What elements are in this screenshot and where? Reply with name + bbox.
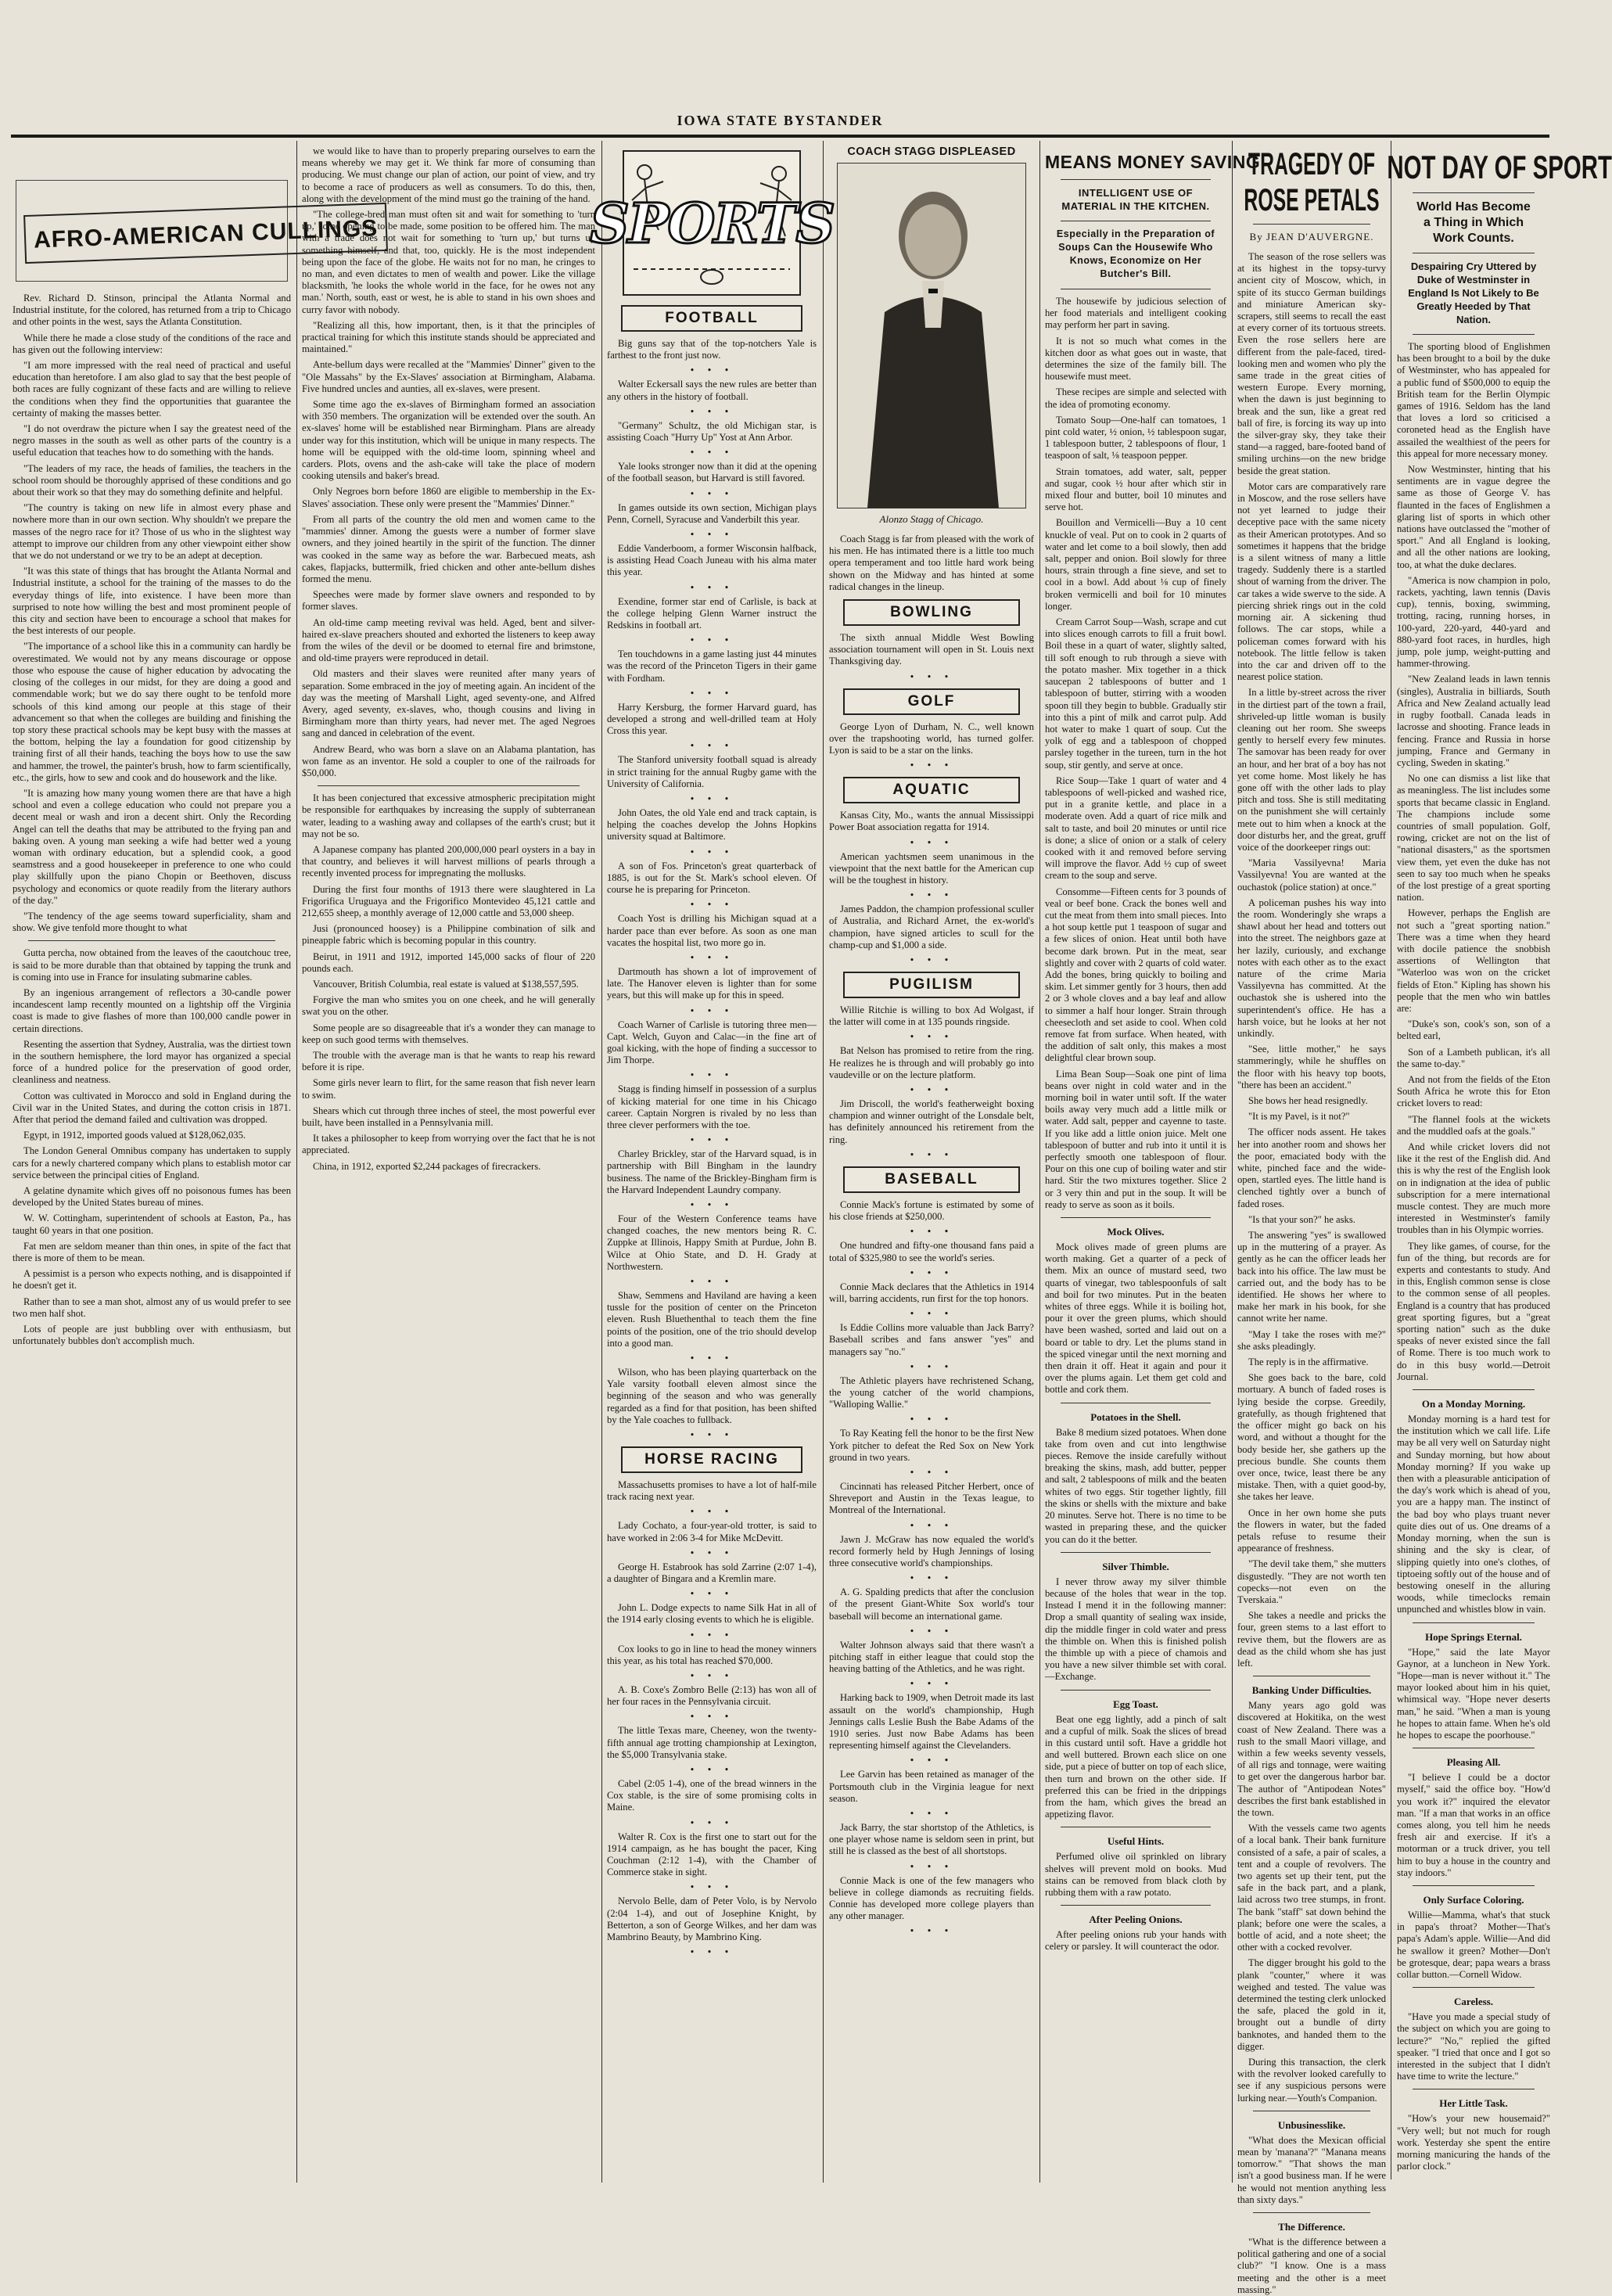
news-item: The London General Omnibus company has undertaken to supply cars for a newly chartered company which plans to establish motor car service between the principal cities of England.: [13, 1145, 291, 1180]
sports-item: Lee Garvin has been retained as manager of the Portsmouth club in the Virginia league for next season.: [829, 1769, 1034, 1804]
sports-item: Connie Mack declares that the Athletics in 1914 will, barring accidents, run first for the top honors.: [829, 1281, 1034, 1304]
story-paragraph: She goes back to the bare, cold mortuary. A bunch of faded roses is lying beside the corpse. Greedily, gratefully, as though frightened that the officer might go back on his word, and without a thought for the body beside her, she gathers up the precious bundle. She counts them over once, twice, least there be any mistake. Then, with a quiet good-by, she takes her leave.: [1237, 1372, 1386, 1503]
news-item: Rather than to see a man shot, almost any of us would prefer to see two men half shot.: [13, 1295, 291, 1319]
subsection-text: Perfumed olive oil sprinkled on library shelves will prevent mold on books. Mud stains can be removed from black cloth by rubbing them with a raw potato.: [1045, 1851, 1226, 1898]
article-paragraph: "The country is taking on new life in almost every phase and nowhere more than in our own section. Why shouldn't we prepare the masses of the negro race for it? Those of us who in the slightest way attempt to improve our children from any other viewpoint either show that we do not understand or we try to be an adept at deception.: [13, 502, 291, 562]
subsection-text: After peeling onions rub your hands with celery or parsley. It will counteract the odor.: [1045, 1929, 1226, 1953]
item-separator: • • •: [909, 1309, 954, 1320]
section-heading: HORSE RACING: [621, 1446, 802, 1473]
sports-item: Walter Johnson always said that there wasn't a pitching staff in either league that could stop the heaving batting of the Athletics, and he was right.: [829, 1639, 1034, 1675]
story-paragraph: "It is my Pavel, is it not?": [1248, 1111, 1350, 1123]
item-separator: • • •: [909, 1414, 954, 1425]
sports-item: "Germany" Schultz, the old Michigan star, is assisting Coach "Hurry Up" Yost at Ann Arbor.: [607, 419, 817, 444]
cullings-heading-box: [16, 180, 379, 282]
article-paragraph: "Realizing all this, how important, then, is it that the principles of practical training for which this institute stands should be appreciated and maintained.": [302, 319, 595, 355]
sports-item: In games outside its own section, Michigan plays Penn, Cornell, Syracuse and Vanderbilt this year.: [607, 501, 817, 525]
article-paragraph: "The tendency of the age seems toward superficiality, sham and show. We give tenfold more thought to what: [13, 910, 291, 934]
tragedy-byline: By JEAN D'AUVERGNE.: [1249, 231, 1374, 243]
subsection-heading: Unbusinesslike.: [1277, 2118, 1346, 2131]
recipe-paragraph: The housewife by judicious selection of her food materials and intelligent cooking may perform her part in saving.: [1045, 296, 1226, 331]
recipe-paragraph: Bouillon and Vermicelli—Buy a 10 cent knuckle of veal. Put on to cook in 2 quarts of water and let come to a boil slowly, then add salt, pepper and onion. Boil slowly for three hours, strain through a fine sieve, and set to cool in a bowl. Add about ⅛ cup of finely broken vermicelli and boil for 10 minutes longer.: [1045, 517, 1226, 612]
tragedy-heading-line2: ROSE PETALS: [1244, 183, 1380, 217]
item-separator: • • •: [689, 846, 734, 857]
column-money-saving: [1045, 146, 1261, 2179]
item-separator: • • •: [689, 688, 734, 699]
section-divider: [1253, 2212, 1370, 2213]
subsection-text: Bake 8 medium sized potatoes. When done take from oven and cut into lengthwise pieces. Remove the inside carefully without breaking the skins, mash, add butter, pepper and salt, 2 tablespoons of milk and the beaten whites of two eggs. Stir together lightly, fill the skins or shells with the mixture and bake 20 minutes. Serve hot. There is no time to be wasted in preparing these, and the quicker you can do it the better.: [1045, 1426, 1226, 1545]
tragedy-article: [1237, 251, 1386, 2296]
sports-item: A. B. Coxe's Zombro Belle (2:13) has won all of her four races in the Pennsylvania circuit.: [607, 1684, 817, 1708]
news-item: It takes a philosopher to keep from worrying over the fact that he is not appreciated.: [302, 1133, 595, 1156]
recipe-paragraph: Rice Soup—Take 1 quart of water and 4 tablespoons of well-picked and washed rice, put in a granite kettle, and place in a moderate oven. Add a quart of rice milk and salt to taste, and boil 20 minutes or until rice is done; a slice of onion or a stalk of celery cooked with it and removed before serving will improve the flavor. Add ½ cup of sweet cream to the soup and serve.: [1045, 774, 1226, 882]
story-paragraph: "See, little mother," he says stammeringly, while he shuffles on the floor with his heavy top boots, "there has been an accident.": [1237, 1044, 1386, 1091]
article-paragraph: we would like to have than to properly preparing ourselves to earn the means whereby we may get it. We think far more of consuming than producing. We must change our plan of action, our point of view, and try to become a race of producers as well as consumers. To do this, then, along with the development of the mind must go the training of the hand.: [302, 146, 595, 204]
item-separator: • • •: [909, 1361, 954, 1372]
news-item: During the first four months of 1913 there were slaughtered in La Frigorifica Uruguaya and the Frigorifico Montevideo 45,121 cattle and 212,655 sheep, a monthly average of 12,000 cattle and 53,000 sheep.: [302, 883, 595, 918]
story-paragraph: The officer nods assent. He takes her into another room and shows her the poor, emaciated body with the white, pinched face and the wide-open, startled eyes. The little hand is clenched tightly over a bunch of faded roses.: [1237, 1126, 1386, 1209]
sports-item: Ten touchdowns in a game lasting just 44 minutes was the record of the Princeton Tigers in their game with Fordham.: [607, 649, 817, 684]
article-paragraph: Only Negroes born before 1860 are eligible to membership in the Ex-Slaves' association. These only were present the "Mammies' Dinner.": [302, 486, 595, 509]
sports-item: James Paddon, the champion professional sculler of Australia, and Richard Arnet, the ex-world's champion, have signed articles to scull for the champ-cup and $1,000 a side.: [829, 904, 1034, 950]
sports-item: Massachusetts promises to have a lot of half-mile track racing next year.: [607, 1479, 817, 1503]
item-separator: • • •: [909, 1861, 954, 1872]
news-item: Beirut, in 1911 and 1912, imported 145,000 sacks of flour of 220 pounds each.: [302, 950, 595, 974]
subsection-heading: Banking Under Difficulties.: [1251, 1684, 1372, 1697]
item-separator: • • •: [689, 1199, 734, 1210]
sports-item: Connie Mack is one of the few managers who believe in college diamonds as recruiting fields. Connie has developed more college players than any other manager.: [829, 1874, 1034, 1922]
item-separator: • • •: [689, 1135, 734, 1146]
sports-item: Kansas City, Mo., wants the annual Mississippi Power Boat association regatta for 1914.: [829, 810, 1034, 833]
news-item: A Japanese company has planted 200,000,000 pearl oysters in a bay in that country, and believes it will harvest millions of pearls through a recently invented process for impregnating the mollusks.: [302, 843, 595, 879]
subsection-text: Monday morning is a hard test for the institution which we call life. Life may be all very well on Saturday night and Sunday morning, but how about Monday morning? If you wake up then with a pleasurable anticipation of the day's work which is ahead of you, you are a happy man. The instinct of the bad boy who plays truant never quite dies out of us. One dreams of a Monday morning, when the sun is shining and the sky is clear, of slipping quietly into one's clothes, of tiptoeing softly out of the house and of bestowing oneself in the alluring woods, while timeclocks remain unpunched and whistles blow in vain.: [1397, 1414, 1550, 1615]
sports-item: Is Eddie Collins more valuable than Jack Barry? Baseball scribes and fans answer "yes" and managers say "no.": [829, 1322, 1034, 1357]
subsection-heading: Pleasing All.: [1446, 1756, 1501, 1769]
sports-item: One hundred and fifty-one thousand fans paid a total of $325,980 to see the world's series.: [829, 1240, 1034, 1263]
column-sports: [590, 146, 834, 2179]
article-paragraph: And not from the fields of the Eton South Africa he wrote this for Eton cricket lovers to read:: [1397, 1073, 1550, 1109]
sports-item: Cox looks to go in line to head the money winners this year, as his total has reached $70,000.: [607, 1643, 817, 1666]
subsection-text: "Hope," said the late Mayor Gaynor, at a luncheon in New York. "Hope—man is never without it." The mayor looked about him in his quiet, whimsical way. "Hope never deserts man," he said. "When a man is young he hopes to attain fame. When he's old he hopes to escape the poorhouse.": [1397, 1646, 1550, 1741]
subsection-text: I never throw away my silver thimble because of the holes that wear in the top. Instead I mend it in the following manner: Drop a small quantity of sealing wax inside, dip the middle finger in cold water and press the thimble on. When this is finished polish the thimble up with a piece of chamois and you have a new silver thimble set with coral.—Exchange.: [1045, 1576, 1226, 1683]
column-cullings-continued: [302, 146, 595, 2179]
section-heading: BASEBALL: [843, 1166, 1020, 1193]
subsection-text: Willie—Mamma, what's that stuck in papa's throat? Mother—That's papa's Adam's apple. Willie—And did he swallow it green? Mother—Don't be grotesque, dear; papa wears a brass collar button.—Cornell Widow.: [1397, 1909, 1550, 1980]
article-paragraph: "It was this state of things that has brought the Atlanta Normal and Industrial institute, a school for the training of the masses to do the everyday things of life, into existence. I have been more than surprised to note how willing the best and most prominent people of this city and section have been to encourage a school that makes for the best interests of our people.: [13, 566, 291, 637]
subsection-heading: Useful Hints.: [1107, 1835, 1165, 1848]
news-item: The trouble with the average man is that he wants to reap his reward before it is ripe.: [302, 1050, 595, 1073]
sport-column: [1387, 146, 1612, 2179]
subsection-text: "How's your new housemaid?" "Very well; but not much for rough work. Yesterday she spent the entire morning manicuring the hands of the parlor clock.": [1397, 2113, 1550, 2172]
sports-item: George Lyon of Durham, N. C., well known over the trapshooting world, has turned golfer. Lyon is said to be a star on the links.: [829, 720, 1034, 756]
subsection-heading: Potatoes in the Shell.: [1090, 1410, 1181, 1423]
sports-item: American yachtsmen seem unanimous in the viewpoint that the next battle for the American cup will be the toughest in history.: [829, 850, 1034, 886]
subsection-text: "Have you made a special study of the subject on which you are going to lecture?" "No," replied the gifted speaker. "I tried that once and I got so interested in the subject that I didn't have time to write the lecture.": [1397, 2011, 1550, 2082]
article-paragraph: And while cricket lovers did not like it the rest of the English did. And this is why the rest of the English look on in indignation at the idea of public subscription for a mere international muscle contest. They are much more interested in Westminster's family troubles than in his Olympic worries.: [1397, 1141, 1550, 1236]
sports-logo-text: SPORTS: [590, 190, 834, 256]
sports-item: The little Texas mare, Cheeney, won the twenty-fifth annual age trotting championship at Lexington, the $5,000 Transylvania stake.: [607, 1725, 817, 1760]
photo-heading: COACH STAGG DISPLEASED: [847, 146, 1016, 158]
story-paragraph: "Is that your son?" he asks.: [1248, 1213, 1355, 1225]
article-paragraph: They like games, of course, for the fun of the thing, but records are for experts and contestants to study. And in this, English common sense is close to the common sense of all peoples. England is a country that has produced great sporting figures, but a "great sporting nation" such as the duke speaks of never existed since the fall of Rome. There is too much work to do in this busy world.—Detroit Journal.: [1397, 1240, 1550, 1382]
item-separator: • • •: [689, 1070, 734, 1081]
item-separator: • • •: [909, 671, 954, 682]
section-divider: [1413, 1389, 1535, 1390]
section-divider: [28, 940, 275, 941]
story-paragraph: The answering "yes" is swallowed up in the muttering of a prayer. As gently as he can the officer leads her back into his office. The law must be carried out, and the body has to be identified. He shows her where to make her mark in his book, for she cannot write her name.: [1237, 1230, 1386, 1324]
article-paragraph: Now Westminster, hinting that his sentiments are in vague degree the same as those of George V. has flaunted in the faces of Englishmen a glaring list of sports in which other nations have outclassed the "mother of sport." And all England is looking, and all the other nations are looking, too, at what the duke declares.: [1397, 464, 1550, 570]
news-item: A gelatine dynamite which gives off no poisonous fumes has been developed by the United States bureau of mines.: [13, 1185, 291, 1209]
item-separator: • • •: [909, 1267, 954, 1278]
article-paragraph: However, perhaps the English are not such a "great sporting nation." There was a time when they heard with docile patience the snobbish assertions of Wellington that "Waterloo was won on the cricket fields of Eton." Kipling has shown his people that the men who win battles are:: [1397, 907, 1550, 1014]
item-separator: • • •: [909, 1573, 954, 1584]
news-item: W. W. Cottingham, superintendent of schools at Easton, Pa., has taught 60 years in that one position.: [13, 1213, 291, 1236]
article-paragraph: From all parts of the country the old men and women came to the "mammies' dinner. Among the guests were a number of former slave owners, and they joined heartily in the spirit of the function. The dinner was cooked in the same way as before the war. Barbecued meats, ash cakes, flapjacks, buttermilk, fried chicken and other ante-bellum dishes formed the menu.: [302, 513, 595, 584]
column-divider: [1039, 141, 1040, 2183]
section-divider: [318, 785, 580, 786]
sports-item: Coach Warner of Carlisle is tutoring three men—Capt. Welch, Guyon and Calac—in the fine art of goal kicking, with the hope of finding a successor to Jim Thorpe.: [607, 1019, 817, 1066]
section-divider: [1061, 1690, 1211, 1691]
sport-article: [1397, 341, 1550, 2172]
sports-item: Connie Mack's fortune is estimated by some of his close friends at $250,000.: [829, 1198, 1034, 1223]
item-separator: • • •: [689, 1629, 734, 1640]
sports-item: The Athletic players have rechristened Schang, the young catcher of the world champions, "Walloping Wallie.": [829, 1374, 1034, 1410]
section-heading: BOWLING: [843, 599, 1020, 626]
item-separator: • • •: [909, 1679, 954, 1690]
item-separator: • • •: [689, 1276, 734, 1287]
column-tragedy-sport: [1237, 146, 1612, 2295]
sports-item: A. G. Spalding predicts that after the conclusion of the present Giant-White Sox world's tour baseball will become an international game.: [829, 1586, 1034, 1622]
section-divider: [1413, 1622, 1535, 1623]
article-paragraph: No one can dismiss a list like that as meaningless. The list includes some sports that became classic in England. The champions include some countries of small population. Golf, rowing, cricket are not on the list of "national disasters," as the sportsmen view them, yet even the duke has not seen to say too much when he speaks of the lost prestige of a great sporting nation.: [1397, 773, 1550, 904]
recipe-paragraph: Strain tomatoes, add water, salt, pepper and sugar, cook ½ hour after which stir in mixed flour and butter, boil 10 minutes and serve hot.: [1045, 465, 1226, 513]
sports-item: Four of the Western Conference teams have changed coaches, the new mentors being R. C. Zuppke at Illinois, Happy Smith at Purdue, John B. Wilce at Ohio State, and D. H. Grady at Northwestern.: [607, 1213, 817, 1272]
recipe-paragraph: These recipes are simple and selected with the idea of promoting economy.: [1045, 386, 1226, 410]
subsection-heading: The Difference.: [1278, 2221, 1345, 2233]
recipe-paragraph: It is not so much what comes in the kitchen door as what goes out in waste, that determines the size of the family bill. The housewife must meet.: [1045, 335, 1226, 383]
article-paragraph: "The flannel fools at the wickets and the muddled oafs at the goals.": [1397, 1113, 1550, 1137]
section-divider: [1061, 1905, 1211, 1906]
item-separator: • • •: [689, 406, 734, 417]
sports-sections: [829, 599, 1034, 1936]
story-paragraph: Once in her own home she puts the flowers in water, but the faded petals refuse to resume their appearance of freshness.: [1237, 1507, 1386, 1554]
sports-item: John Oates, the old Yale end and track captain, is helping the coaches develop the Johns Hopkins university squad at Baltimore.: [607, 807, 817, 843]
article-paragraph: While there he made a close study of the conditions of the race and has given out the following interview:: [13, 332, 291, 355]
subsection-text: Beat one egg lightly, add a pinch of salt and a cupful of milk. Soak the slices of bread in this custard until soft. Have a griddle hot and well buttered. Brown each slice on one side, put a piece of butter on top of each slice, then turn and brown on the other side. If preferred this can be fried in the drippings from the ham, which gives the bread an appetizing flavor.: [1045, 1713, 1226, 1820]
sports-item: Yale looks stronger now than it did at the opening of the football season, but Harvard is still favored.: [607, 461, 817, 484]
column-divider: [1232, 141, 1233, 2183]
photo-caption: Alonzo Stagg of Chicago.: [879, 513, 984, 525]
sports-item: Lady Cochato, a four-year-old trotter, is said to have worked in 2:06 3-4 for Mike McDevitt.: [607, 1520, 817, 1543]
news-item: Lots of people are just bubbling over with enthusiasm, but unfortunately bubbles don't accomplish much.: [13, 1324, 291, 1347]
subsection-heading: Hope Springs Eternal.: [1425, 1630, 1522, 1643]
subsection-heading: Her Little Task.: [1439, 2097, 1508, 2110]
sports-item: The Stanford university football squad is already in strict training for the annual Rugby game with the University of California.: [607, 754, 817, 789]
story-paragraph: The reply is in the affirmative.: [1248, 1356, 1369, 1368]
sports-item: Cabel (2:05 1-4), one of the bread winners in the Cox stable, is the sire of some promising colts in Maine.: [607, 1778, 817, 1813]
section-divider: [1413, 1885, 1535, 1886]
recipe-paragraph: Consomme—Fifteen cents for 3 pounds of veal or beef bone. Crack the bones well and cut the meat from them into small pieces. Into a hot soup kettle put 1 teaspoon of sugar and a few slices of onion. Heat until both have become dark brown. Put in the meat, sear slightly and cover with 2 quarts of cold water. Add the bones, bring quickly to boiling and skim. Let simmer gently for 3 hours, then add 2 or 3 whole cloves and a bay leaf and allow to simmer a half hour longer. Strain through cheesecloth and set aside to cool. When cold remove fat from surface. When heated, with the addition of salt only, this makes a most delightful clear brown soup.: [1045, 886, 1226, 1064]
section-heading: FOOTBALL: [621, 305, 802, 332]
sports-item: Wilson, who has been playing quarterback on the Yale varsity football eleven almost since the beginning of the season and who was generally regarded as a find for that position, has been shifted by the Yale coaches to fullback.: [607, 1366, 817, 1425]
item-separator: • • •: [689, 1589, 734, 1600]
story-paragraph: "The devil take them," she mutters disgustedly. "They are not worth ten copecks—not even on the Tverskaia.": [1237, 1558, 1386, 1605]
section-heading: GOLF: [843, 688, 1020, 715]
item-separator: • • •: [689, 1765, 734, 1776]
subsection-heading: After Peeling Onions.: [1089, 1913, 1183, 1926]
item-separator: • • •: [689, 530, 734, 541]
stagg-portrait: [837, 163, 1026, 508]
article-paragraph: "I am more impressed with the real need of practical and useful education than heretofore. I am also glad to say that the best people of both races are fully cognizant of these facts and are willing to relieve the conditions when they find the opportunities that guarantee the certainty of making the masses better.: [13, 360, 291, 419]
article-paragraph: Some time ago the ex-slaves of Birmingham formed an association with 350 members. The organization will be extended over the south. An ex-slaves' home will be established near Birmingham. Plans are already under way for this institution, which will be unique in many respects. The home will be equipped with the old-time loom, spinning wheel and carders. Plots, ovens and the ash-cake will take the place of modern cooking utensils and baker's bread.: [302, 399, 595, 482]
recipe-paragraph: Lima Bean Soup—Soak one pint of lima beans over night in cold water and in the morning boil in water until soft. If the water boils away very much add a little milk or water. Add salt, pepper and cayenne to taste. If you like add a little onion juice. Melt one tablespoon of butter and rub into it until it is perfectly smooth one tablespoon of flour. Pour on this one cup of boiling water and stir hard. Stir the two mixtures together. Slice 2 or 3 very thin and put in the soup. It will be ready to serve as soon as it boils.: [1045, 1068, 1226, 1210]
item-separator: • • •: [689, 794, 734, 805]
sports-item: John L. Dodge expects to name Silk Hat in all of the 1914 early closing events to which he is eligible.: [607, 1602, 817, 1626]
item-separator: • • •: [689, 1547, 734, 1558]
sports-item: Cincinnati has released Pitcher Herbert, once of Shreveport and Austin in the Texas league, to Montreal of the International.: [829, 1480, 1034, 1516]
tragedy-heading-line1: TRAGEDY OF: [1248, 147, 1376, 181]
section-heading: AQUATIC: [843, 777, 1020, 803]
story-paragraph: She bows her head resignedly.: [1248, 1095, 1368, 1107]
news-item: Shears which cut through three inches of steel, the most powerful ever built, have been installed in a Pennsylvania mill.: [302, 1105, 595, 1129]
item-separator: • • •: [909, 1520, 954, 1531]
article-paragraph: Andrew Beard, who was born a slave on an Alabama plantation, has won fame as an inventor. He sold a coupler to one of the railroads for $50,000.: [302, 743, 595, 778]
sports-logo: [590, 150, 834, 296]
sports-item: Dartmouth has shown a lot of improvement of late. The Hanover eleven is lighter than for some years, but this will make up for this in speed.: [607, 965, 817, 1001]
money-saving-article: [1045, 296, 1226, 1953]
news-item: By an ingenious arrangement of reflectors a 30-candle power incandescent lamp recently mounted on a lightship off the Virginia coast is made to give flashes of more than 100,000 candle power in certain directions.: [13, 986, 291, 1034]
column-stagg-sports: [829, 146, 1034, 2179]
article-paragraph: Ante-bellum days were recalled at the "Mammies' Dinner" given to the "Ole Massahs" by the Ex-Slaves' association at Birmingham, Alabama. Five hundred uncles and aunties, all ex-slaves, were present.: [302, 359, 595, 394]
story-paragraph: "Maria Vassilyevna! Maria Vassilyevna! You are wanted at the ouchastok (police station) at once.": [1237, 857, 1386, 893]
news-item: Some girls never learn to flirt, for the same reason that fish never learn to swim.: [302, 1077, 595, 1101]
item-separator: • • •: [689, 900, 734, 911]
article-paragraph: "New Zealand leads in lawn tennis (singles), Australia in billiards, South Africa and New Zealand actually lead in rugby football. Canada leads in lacrosse and shooting. France leads in fencing. France and Russia in horse jumping, France and Germany in cycling, Sweden in skating.": [1397, 674, 1550, 768]
subsection-heading: Egg Toast.: [1113, 1698, 1158, 1710]
column-afro-american-cullings: [13, 146, 379, 2179]
article-paragraph: Son of a Lambeth publican, it's all the same to-day.": [1397, 1046, 1550, 1069]
sports-item: Jim Driscoll, the world's featherweight boxing champion and winner outright of the Lonsdale belt, has definitely announced his retirement from the ring.: [829, 1098, 1034, 1145]
news-item: Forgive the man who smites you on one cheek, and he will generally swat you on the other.: [302, 994, 595, 1018]
item-separator: • • •: [909, 837, 954, 848]
sports-item: Harry Kersburg, the former Harvard guard, has developed a strong and well-drilled team at Holy Cross this year.: [607, 701, 817, 737]
subsection-text: During this transaction, the clerk with the revolver looked carefully to see if any suspicious persons were lurking near.—Youth's Companion.: [1237, 2057, 1386, 2104]
article-paragraph: "The leaders of my race, the heads of families, the teachers in the school room should be thoroughly apprised of these conditions and go about their work so that they may do something definite and helpful.: [13, 462, 291, 498]
item-separator: • • •: [689, 1005, 734, 1016]
article-paragraph: "America is now champion in polo, rackets, yachting, lawn tennis (Davis cup), tennis, boxing, swimming, trotting, racing, running horses, in 100-yard, 220-yard, 440-yard and 880-yard foot races, in hurdles, high jump, pole jump, weight-putting and hammer-throwing.: [1397, 574, 1550, 670]
recipe-paragraph: Tomato Soup—One-half can tomatoes, 1 pint cold water, ½ onion, ½ tablespoon sugar, 1 tablespoon butter, 2 tablespoons of flour, 1 teaspoon of salt, ⅛ teaspoon pepper.: [1045, 414, 1226, 462]
item-separator: • • •: [689, 1947, 734, 1958]
item-separator: • • •: [689, 635, 734, 646]
item-separator: • • •: [909, 1032, 954, 1043]
item-separator: • • •: [909, 760, 954, 771]
subsection-text: Mock olives made of green plums are worth making. Get a quarter of a peck of them. Mix an ounce of mustard seed, two quarts of vinegar, two tablespoonfuls of salt and boil for two minutes. Put in the beaten whites of three eggs. While it is boiling hot, pour it over the green plums, which should have been washed, sorted and laid out on a board or table to dry. Let the plums stand in the spiced vinegar until the next morning and then drain it off. Heat it again and pour it over the plums again. Let them get cold and bottle and cork them.: [1045, 1241, 1226, 1396]
item-separator: • • •: [689, 1353, 734, 1364]
sports-item: Walter Eckersall says the new rules are better than any others in the history of football.: [607, 379, 817, 402]
story-paragraph: "May I take the roses with me?" she asks pleadingly.: [1237, 1328, 1386, 1352]
item-separator: • • •: [909, 1085, 954, 1096]
sports-item: Harking back to 1909, when Detroit made its last assault on the world's championship, Hugh Jennings calls Leslie Bush the Babe Adams of the 1910 series. Just now Babe Adams has been representing himself against the Clevelanders.: [829, 1692, 1034, 1752]
news-item: Gutta percha, now obtained from the leaves of the caoutchouc tree, is said to be more durable than that obtained by tapping the trunk and is coming into use in France for insulating submarine cables.: [13, 947, 291, 983]
sports-item: Big guns say that of the top-notchers Yale is farthest to the front just now.: [607, 338, 817, 361]
item-separator: • • •: [689, 1507, 734, 1518]
news-item: China, in 1912, exported $2,244 packages of firecrackers.: [313, 1160, 541, 1172]
news-item: It has been conjectured that excessive atmospheric precipitation might be responsible for earthquakes by increasing the supply of subterranean water, leading to a washing away and collapses of the earth's crust; but it may not be so.: [302, 792, 595, 839]
money-saving-heading: MEANS MONEY SAVING: [1045, 152, 1261, 172]
item-separator: • • •: [689, 1817, 734, 1828]
subsection-heading: On a Monday Morning.: [1421, 1398, 1526, 1410]
article-paragraph: "The importance of a school like this in a community can hardly be overestimated. We would not by any means discourage or oppose those who espouse the cause of higher education by advocating the closing of the colleges in our midst, for they are doing a good and commendable work; but we do say there ought to be tenfold more schools of this kind among our people at this stage of their advancement so that when the colleges are building and finishing the top story these practical schools may be kept busy with the masses at the bottom, helping the lay a foundation for good citizenship by training first of all their hands, teaching the boys how to use the saw and hammer, the trowel, the painter's brush, how to farm scientifically, etc., the girls, how to sew and cook and do housework and the like.: [13, 641, 291, 783]
item-separator: • • •: [689, 1712, 734, 1723]
item-separator: • • •: [909, 1755, 954, 1766]
sports-item: Walter R. Cox is the first one to start out for the 1914 campaign, as he has bought the pacer, King Couchman (2:12 1-4), with the Chamber of Commerce stake in sight.: [607, 1831, 817, 1878]
sports-item: The sixth annual Middle West Bowling association tournament will open in St. Louis next Thanksgiving day.: [829, 632, 1034, 667]
subsection-heading: Silver Thimble.: [1102, 1560, 1169, 1572]
news-item: Some people are so disagreeable that it's a wonder they can manage to keep on such good terms with themselves.: [302, 1022, 595, 1045]
masthead-title: IOWA STATE BYSTANDER: [677, 113, 884, 128]
news-item: Resenting the assertion that Sydney, Australia, was the dirtiest town in the southern hemisphere, the lord mayor has organized a special force of a hundred police for the preservation of good order, cleanliness and neatness.: [13, 1038, 291, 1086]
item-separator: • • •: [909, 1467, 954, 1478]
article-paragraph: Speeches were made by former slave owners and responded to by former slaves.: [302, 589, 595, 613]
cullings-article: [13, 293, 291, 1347]
section-divider: [1413, 1987, 1535, 1988]
subsection-text: "What is the difference between a political gathering and one of a social club?" "I know. One is a mass meeting and the other is a meet massing.": [1237, 2237, 1386, 2295]
item-separator: • • •: [909, 1809, 954, 1819]
sports-item: Jawn J. McGraw has now equaled the world's record formerly held by Hugh Jennings of losing three consecutive world's championships.: [829, 1533, 1034, 1568]
sports-item: A son of Fos. Princeton's great quarterback of 1885, is out for the St. Mark's school eleven. Of course he is preparing for Princeton.: [607, 860, 817, 896]
sport-deck: World Has Become a Thing in Which Work Counts.: [1416, 200, 1531, 245]
subsection-heading: Mock Olives.: [1107, 1226, 1165, 1238]
news-item: A pessimist is a person who expects nothing, and is disappointed if he doesn't get it.: [13, 1268, 291, 1292]
news-item: Fat men are seldom meaner than thin ones, in spite of the fact that there is more of them to be mean.: [13, 1240, 291, 1264]
item-separator: • • •: [689, 1882, 734, 1893]
recipe-paragraph: Cream Carrot Soup—Wash, scrape and cut into slices enough carrots to fill a fruit bowl. Boil these in a quart of water, slightly salted, till soft enough to rub through a sieve with the potato masher. Mix together in a thick saucepan 2 tablespoons of butter and 1 tablespoon of butter, stirring with a wooden spoon till they begin to bubble. Gradually stir into this a pint of milk and carrot pulp. Add hot water to make 1 quart of soup. Cut the yolk of egg and a tablespoon of chopped parsley together in the tureen, turn in the hot soup, stir gently, and serve at once.: [1045, 616, 1226, 771]
story-paragraph: A policeman pushes his way into the room. Wonderingly she wraps a shawl about her head and totters out into the street. The neighbors gaze at her lazily, curiously, and exchange notes with each other as to the exact nature of the crime Maria Vassilyevna has committed. At the ouchastok she is ushered into the superintendent's office. He has a harsh voice, but he looks at her not unkindly.: [1237, 896, 1386, 1039]
item-separator: • • •: [689, 488, 734, 499]
item-separator: • • •: [909, 1227, 954, 1238]
item-separator: • • •: [689, 1430, 734, 1440]
sports-article: [607, 305, 817, 1957]
stagg-paragraph: Coach Stagg is far from pleased with the work of his men. He has intimated there is a little too much opera temperament and too little hard work being shown on the Midway and has hinted at some radical changes in the lineup.: [829, 534, 1034, 592]
article-paragraph: Rev. Richard D. Stinson, principal the Atlanta Normal and Industrial institute, for the colored, has returned from a trip to Chicago and other points in the west, says the Atlanta Constitution.: [13, 293, 291, 328]
section-divider: [1061, 1217, 1211, 1218]
not-day-of-sport-heading: NOT DAY OF SPORT: [1387, 149, 1612, 185]
item-separator: • • •: [689, 1671, 734, 1682]
subsection-heading: Careless.: [1454, 1996, 1493, 2008]
sports-item: Shaw, Semmens and Haviland are having a keen tussle for the position of center on the Princeton eleven. Rush Bluethenthal to teach them the fine points of the position, one of the trio should develop into a good man.: [607, 1289, 817, 1349]
article-paragraph: An old-time camp meeting revival was held. Aged, bent and silver-haired ex-slave preachers shouted and exhorted the listeners to keep away from the wiles of the devil or be doomed to eternal fire and brimstone, and old-time prayers were reproduced in detail.: [302, 616, 595, 664]
item-separator: • • •: [689, 365, 734, 376]
sports-item: Eddie Vanderboom, a former Wisconsin halfback, is assisting Head Coach Juneau with his alma mater this year.: [607, 543, 817, 578]
sports-item: Exendine, former star end of Carlisle, is back at the college helping Glenn Warner instruct the Redskins in football art.: [607, 595, 817, 631]
masthead-rule: [11, 135, 1549, 138]
story-paragraph: The season of the rose sellers was at its highest in the topsy-turvy ancient city of Moscow, which, in spite of its stucco German buildings and miniature American sky-scrapers, still seems to recall the east at every corner of its tortuous streets. Even the rose sellers here are different from the pale-faced, tired-looking men and women who ply the same trade in the great cities of western Europe. Every morning, when the dawn is just beginning to break and the sun, like a great red ball of fire, is forcing its way up into the silver-gray sky, they take their stand—a ragged, bare-footed band of smiling urchins—on the new bridge beside the great station.: [1237, 251, 1386, 476]
sports-item: Jack Barry, the star shortstop of the Athletics, is one player whose name is seldom seen in print, but still he is classed as the best of all shortstops.: [829, 1822, 1034, 1857]
subsection-text: With the vessels came two agents of a local bank. Their bank furniture consisted of a safe, a pair of scales, a tent and a couple of revolvers. The two agents set up their tent, put the safe in the back part, and a plank, laid across two tree stumps, in front. The bank "staff" sat down behind the plank; before one were the scales, a bottle of acid, and a note sheet; the other with a cocked revolver.: [1237, 1823, 1386, 1953]
item-separator: • • •: [689, 741, 734, 752]
news-item: Egypt, in 1912, imported goods valued at $128,062,035.: [23, 1130, 246, 1141]
sports-item: Stagg is finding himself in possession of a surplus of kicking material for one time in his Chicago career. Captain Norgren is rivaled by no less than three clever performers with the toe.: [607, 1083, 817, 1130]
column-divider: [601, 141, 602, 2183]
item-separator: • • •: [909, 1149, 954, 1160]
section-heading: PUGILISM: [843, 972, 1020, 998]
item-separator: • • •: [909, 1626, 954, 1637]
money-saving-deck: INTELLIGENT USE OF MATERIAL IN THE KITCHEN.: [1061, 187, 1210, 212]
sports-item: Nervolo Belle, dam of Peter Volo, is by Nervolo (2:04 1-4), and out of Josephine Knight, by Betterton, a son of George Wilkes, and her dam was Mambrino Beauty, by Mambrino King.: [607, 1895, 817, 1943]
news-item: Cotton was cultivated in Morocco and sold in England during the Civil war in the United States, and during the cotton crisis in 1871. After that period the demand failed and cultivation was dropped.: [13, 1090, 291, 1125]
article-paragraph: "It is amazing how many young women there are that have a high school and even a college education who could not prepare you a decent meal or wash and iron a decent shirt. Only the Recording Angel can tell the deaths that may be attributed to the frying pan and baking oven. A young man seeking a wife had better wed a young woman with ordinary education, but a splendid cook, a good seamstress and a good housekeeper in preference to one who could play skillfully upon the piano Chopin or Beethoven, discuss psychology and economics or quote readily from the literary authors of the day.": [13, 787, 291, 906]
item-separator: • • •: [689, 582, 734, 593]
sports-item: Willie Ritchie is willing to box Ad Wolgast, if the latter will come in at 135 pounds ringside.: [829, 1004, 1034, 1028]
story-paragraph: In a little by-street across the river in the dirtiest part of the town a frail, shriveled-up little woman is busily cleaning out her room. She sweeps gently to herself every few minutes. The samovar has been ready for over an hour, and her brat of a boy has not yet come home. Most likely he has gone off with the other lads to play pitch and toss. She is still meditating on the punishment she will certainly mete out to him when a knock at the door disturbs her, and the great, gruff voice of the doorkeeper rings out:: [1237, 687, 1386, 853]
item-separator: • • •: [909, 890, 954, 901]
news-item: Jusi (pronounced hoosey) is a Philippine combination of silk and pineapple fabric which is becoming popular in this country.: [302, 923, 595, 947]
cullings-heading: AFRO-AMERICAN CULLINGS: [33, 215, 379, 253]
sport-subdeck: Despairing Cry Uttered by Duke of Westminster in England Is Not Likely to Be Greatly Heeded by That Nation.: [1408, 261, 1539, 325]
sports-item: Bat Nelson has promised to retire from the ring. He realizes he is through and will probably go into vaudeville or on the lecture platform.: [829, 1045, 1034, 1080]
money-saving-subdeck: Especially in the Preparation of Soups Can the Housewife Who Knows, Economize on Her Butcher's Bill.: [1056, 228, 1215, 279]
subsection-text: The digger brought his gold to the plank "counter," where it was weighed and tested. The value was determined the testing clerk unlocked the safe, placed the gold in it, brought out a bundle of dirty banknotes, and handed them to the digger.: [1237, 1957, 1386, 2052]
item-separator: • • •: [689, 447, 734, 458]
item-separator: • • •: [909, 1926, 954, 1937]
cullings-continued-article: [302, 146, 595, 1173]
article-paragraph: "I do not overdraw the picture when I say the greatest need of the negro masses in the south as well as other parts of the country is a useful education that teaches how to do something with the hands.: [13, 423, 291, 458]
section-divider: [1061, 1552, 1211, 1553]
sports-item: Charley Brickley, star of the Harvard squad, is in partnership with Bill Bingham in the laundry business. The name of the Brickley-Bingham firm is the Harvard Independent Laundry company.: [607, 1148, 817, 1195]
story-paragraph: Motor cars are comparatively rare in Moscow, and the rose sellers have not yet learned to judge their deceptive pace with the same nicety as their American prototypes. And so sometimes it happens that the bridge is a silent witness of many a little tragedy. Suddenly there is a startled shout of warning from the driver. The car takes a wide swerve to the side. A piercing shriek rings out in the cold morning air. A sickening thud follows. The car stops, while a policeman comes forward with his notebook. The little fellow is taken into the car and driven off to the nearest police station.: [1237, 480, 1386, 683]
sports-item: George H. Estabrook has sold Zarrine (2:07 1-4), a daughter of Bingara and a Kremlin mare.: [607, 1561, 817, 1585]
news-item: Vancouver, British Columbia, real estate is valued at $138,557,595.: [313, 979, 579, 990]
article-paragraph: Old masters and their slaves were reunited after many years of separation. Some embraced in the joy of meeting again. An incident of the day was the meeting of Marshall Light, aged seventy-one, and Alfred Avery, aged seventy, ex-slaves, who, though cousins and living in Birmingham more than thirty years, had never met. The aged Negroes sang and danced in celebration of the event.: [302, 668, 595, 739]
sports-item: Coach Yost is drilling his Michigan squad at a harder pace than ever before. As soon as one man vacates the hospital list, two more go in.: [607, 913, 817, 948]
article-paragraph: "The college-bred man must often sit and wait for something to 'turn up,' some opening to be made, some position to be offered him. The man with a trade does not wait for something to 'turn up,' but turns up something himself, and that, too, quickly. He is the most independent being upon the face of the globe. He waits not for no man, he cringes to no man, and even dictates to men of wealth and power. Like the village blacksmith, 'he looks the whole world in the face, for he owes not any man.' North, south, east or west, he is able to stand in his own shoes and curry favor with nobody.: [302, 209, 595, 315]
article-paragraph: "Duke's son, cook's son, son of a belted earl,: [1397, 1019, 1550, 1042]
subsection-text: "I believe I could be a doctor myself," said the office boy. "How'd you work it?" inquired the elevator man. "If a man that works in an office comes along, you tell him he needs fresh air and exercise. If it's a motorman or a truck driver, you tell him to buy a house in the country and stay indoors.": [1397, 1772, 1550, 1878]
article-paragraph: The sporting blood of Englishmen has been brought to a boil by the duke of Westminster, who has appealed for a public fund of $500,000 to equip the British team for the Berlin Olympic games of 1916. Seldom has the land that loves a lord so criticised a coroneted head as the English have assailed the wealthiest of the peers for this appeal for more necessary money.: [1397, 341, 1550, 459]
portrait-icon: [838, 163, 1025, 508]
sports-item: To Ray Keating fell the honor to be the first New York pitcher to defeat the Red Sox on New York ground in two years.: [829, 1428, 1034, 1463]
subsection-text: Many years ago gold was discovered at Hokitika, on the west coast of New Zealand. There was a rush to the small Maori village, and within a few weeks seventy vessels, of all rigs and tonnage, were waiting to get over the dangerous harbor bar. The author of "Antipodean Notes" describes the first bank established in the town.: [1237, 1700, 1386, 1818]
item-separator: • • •: [689, 952, 734, 963]
subsection-heading: Only Surface Coloring.: [1423, 1893, 1524, 1906]
tragedy-column: [1237, 146, 1386, 2295]
subsection-text: "What does the Mexican official mean by 'manana'?" "Manana means tomorrow." "That shows the man isn't a good business man. If he were he would not mention anything less than sixty days.": [1237, 2134, 1386, 2205]
column-divider: [296, 141, 297, 2183]
story-paragraph: She takes a needle and pricks the four, green stems to a last effort to revive them, but the flowers are as dead as the child whom she has just left.: [1237, 1610, 1386, 1669]
item-separator: • • •: [909, 955, 954, 966]
column-divider: [823, 141, 824, 2183]
